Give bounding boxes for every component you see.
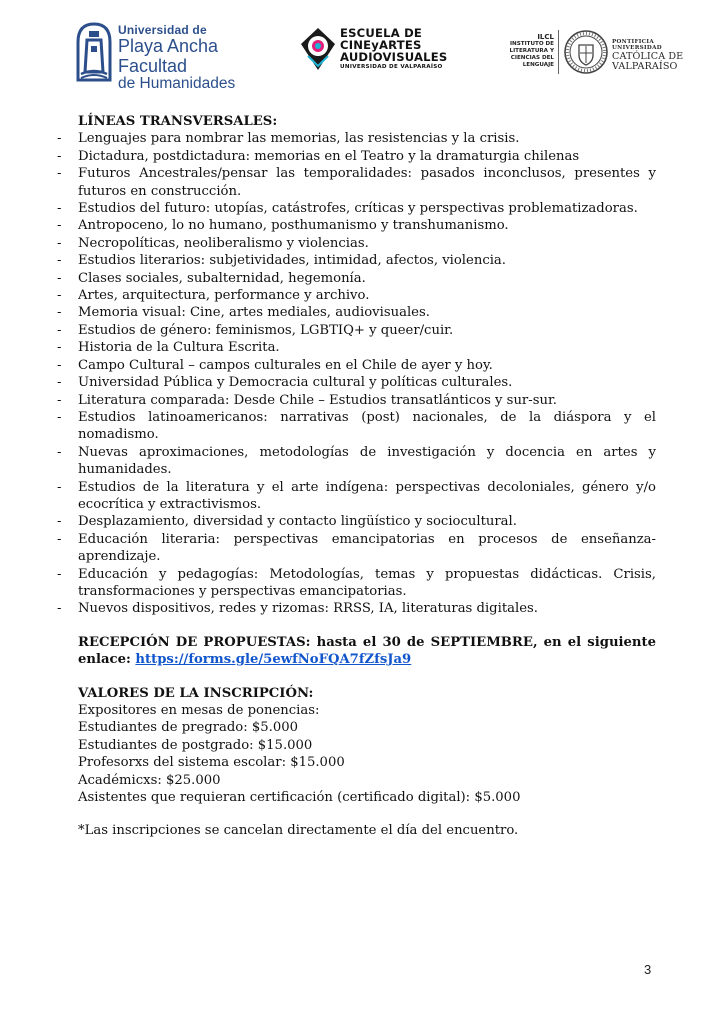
list-item	[57, 322, 656, 339]
list-item-text: Nuevos dispositivos, redes y rizomas: RRSS, IA, literaturas digitales.	[78, 601, 538, 617]
cine-line-2: CINEyARTES	[340, 37, 422, 52]
bullet-dash: -	[57, 479, 62, 495]
list-item-text: Estudios literarios: subjetividades, intimidad, afectos, violencia.	[78, 253, 506, 269]
bullet-dash: -	[57, 357, 62, 373]
ilcl-abbr: ILCL	[537, 33, 554, 41]
bullet-dash: -	[57, 218, 62, 234]
list-item-text: Historia de la Cultura Escrita.	[78, 340, 280, 356]
list-item	[57, 148, 656, 165]
list-item-text: Necropolíticas, neoliberalismo y violencias.	[78, 235, 369, 251]
ilcl-wordmark	[498, 33, 554, 68]
reception-text: RECEPCIÓN DE PROPUESTAS: hasta el 30 de SEPTIEMBRE, en el siguiente enlace:	[78, 634, 656, 668]
list-item	[57, 357, 656, 374]
list-item	[57, 600, 656, 617]
list-item	[57, 444, 656, 479]
ilcl-line-4: LENGUAJE	[522, 61, 554, 68]
list-item-text: Artes, arquitectura, performance y archivo.	[78, 288, 370, 304]
ilcl-line-3: CIENCIAS DEL	[510, 54, 554, 61]
lines-list	[57, 130, 656, 617]
bullet-dash: -	[57, 409, 62, 425]
bullet-dash: -	[57, 566, 62, 582]
ilcl-line-2: LITERATURA Y	[509, 48, 554, 55]
page-content	[57, 113, 656, 840]
list-item-text: Lenguajes para nombrar las memorias, las resistencias y la crisis.	[78, 131, 520, 147]
bullet-dash: -	[57, 601, 62, 617]
list-item	[57, 235, 656, 252]
bullet-dash: -	[57, 305, 62, 321]
bullet-dash: -	[57, 392, 62, 408]
cine-line-1: ESCUELA DE	[340, 26, 423, 40]
fees-intro: Expositores en mesas de ponencias:	[78, 703, 320, 718]
cine-line-3: AUDIOVISUALES	[340, 49, 448, 64]
list-item	[57, 513, 656, 530]
list-item-text: Literatura comparada: Desde Chile – Estudios transatlánticos y sur-sur.	[78, 392, 557, 408]
fee-item: Académicxs: $25.000	[78, 772, 221, 788]
upla-wordmark	[118, 24, 235, 92]
list-item	[57, 217, 656, 234]
bullet-dash: -	[57, 322, 62, 338]
bullet-dash: -	[57, 444, 62, 460]
bullet-dash: -	[57, 531, 62, 547]
bullet-dash: -	[57, 288, 62, 304]
list-item-text: Estudios latinoamericanos: narrativas (post) nacionales, de la diáspora y el nomadismo.	[78, 409, 656, 443]
list-item	[57, 200, 656, 217]
page-number: 3	[644, 962, 652, 977]
fee-item: Estudiantes de pregrado: $5.000	[78, 720, 299, 736]
pucv-line-4: VALPARAÍSO	[612, 60, 678, 72]
list-item-text: Educación literaria: perspectivas emancipatorias en procesos de enseñanza-aprendizaje.	[78, 531, 656, 565]
list-item	[57, 287, 656, 304]
pucv-line-1: PONTIFICIA	[612, 39, 654, 45]
registration-note: *Las inscripciones se cancelan directamente el día del encuentro.	[78, 823, 519, 839]
film-camera-icon	[299, 26, 337, 72]
list-item-text: Memoria visual: Cine, artes mediales, audiovisuales.	[78, 305, 430, 321]
logo-divider	[558, 30, 559, 74]
bullet-dash: -	[57, 166, 62, 182]
list-item	[57, 392, 656, 409]
list-item-text: Educación y pedagogías: Metodologías, temas y propuestas didácticas. Crisis, transformaciones y perspectivas emancipatorias.	[78, 566, 656, 599]
list-item	[57, 409, 656, 444]
bullet-dash: -	[57, 148, 62, 164]
list-item-text: Futuros Ancestrales/pensar las temporalidades: pasados inconclusos, presentes y futuros en construcción.	[78, 166, 656, 199]
bullet-dash: -	[57, 131, 62, 147]
list-item	[57, 252, 656, 269]
fee-item: Asistentes que requieran certificación (certificado digital): $5.000	[78, 790, 521, 806]
fee-item: Estudiantes de postgrado: $15.000	[78, 737, 313, 753]
list-item-text: Dictadura, postdictadura: memorias en el Teatro y la dramaturgia chilenas	[78, 148, 580, 164]
fee-item: Profesorxs del sistema escolar: $15.000	[78, 755, 345, 771]
list-item	[57, 531, 656, 566]
pucv-line-3: CATÓLICA DE	[612, 50, 684, 62]
form-link[interactable]: https://forms.gle/5ewfNoFQA7fZfsJa9	[135, 652, 412, 668]
list-item-text: Estudios de la literatura y el arte indígena: perspectivas decoloniales, género y/o ecocrítica y extractivismos.	[78, 479, 656, 512]
reception-section	[78, 634, 656, 669]
list-item-text: Campo Cultural – campos culturales en el Chile de ayer y hoy.	[78, 357, 493, 373]
upla-lighthouse-logo	[74, 22, 114, 82]
list-item	[57, 339, 656, 356]
bullet-dash: -	[57, 201, 62, 217]
list-item-text: Estudios de género: feminismos, LGBTIQ+ y queer/cuir.	[78, 322, 454, 338]
list-item	[57, 270, 656, 287]
bullet-dash: -	[57, 375, 62, 391]
reception-paragraph	[78, 634, 656, 669]
list-item-text: Nuevas aproximaciones, metodologías de investigación y docencia en artes y humanidades.	[78, 444, 656, 478]
list-item-text: Estudios del futuro: utopías, catástrofes, críticas y perspectivas problematizadoras.	[78, 201, 638, 217]
list-item	[57, 374, 656, 391]
list-item	[57, 304, 656, 321]
upla-line-2: Playa Ancha	[118, 36, 219, 56]
list-item	[57, 165, 656, 200]
ilcl-line-1: INSTITUTO DE	[509, 41, 554, 48]
list-item-text: Clases sociales, subalternidad, hegemonía.	[78, 270, 366, 286]
fees-section	[78, 685, 656, 807]
list-item-text: Universidad Pública y Democracia cultural y políticas culturales.	[78, 375, 513, 391]
list-item	[57, 566, 656, 601]
upla-line-1: Universidad de	[118, 23, 207, 37]
cine-wordmark	[340, 28, 447, 71]
lines-heading: LÍNEAS TRANSVERSALES:	[78, 114, 278, 129]
bullet-dash: -	[57, 235, 62, 251]
bullet-dash: -	[57, 270, 62, 286]
document-header	[0, 0, 725, 100]
fees-heading: VALORES DE LA INSCRIPCIÓN:	[78, 685, 314, 701]
pucv-line-2: UNIVERSIDAD	[612, 44, 662, 51]
bullet-dash: -	[57, 340, 62, 356]
list-item	[57, 479, 656, 514]
note-section	[78, 822, 656, 839]
pucv-wordmark	[612, 40, 683, 72]
upla-line-3: Facultad	[118, 56, 188, 76]
list-item-text: Desplazamiento, diversidad y contacto lingüístico y sociocultural.	[78, 514, 517, 530]
upla-line-4: de Humanidades	[118, 75, 236, 92]
pucv-seal-icon	[563, 27, 609, 77]
list-item-text: Antropoceno, lo no humano, posthumanismo y transhumanismo.	[78, 218, 509, 234]
bullet-dash: -	[57, 253, 62, 269]
list-item	[57, 130, 656, 147]
cine-line-4: UNIVERSIDAD DE VALPARAÍSO	[340, 64, 443, 71]
bullet-dash: -	[57, 514, 62, 530]
